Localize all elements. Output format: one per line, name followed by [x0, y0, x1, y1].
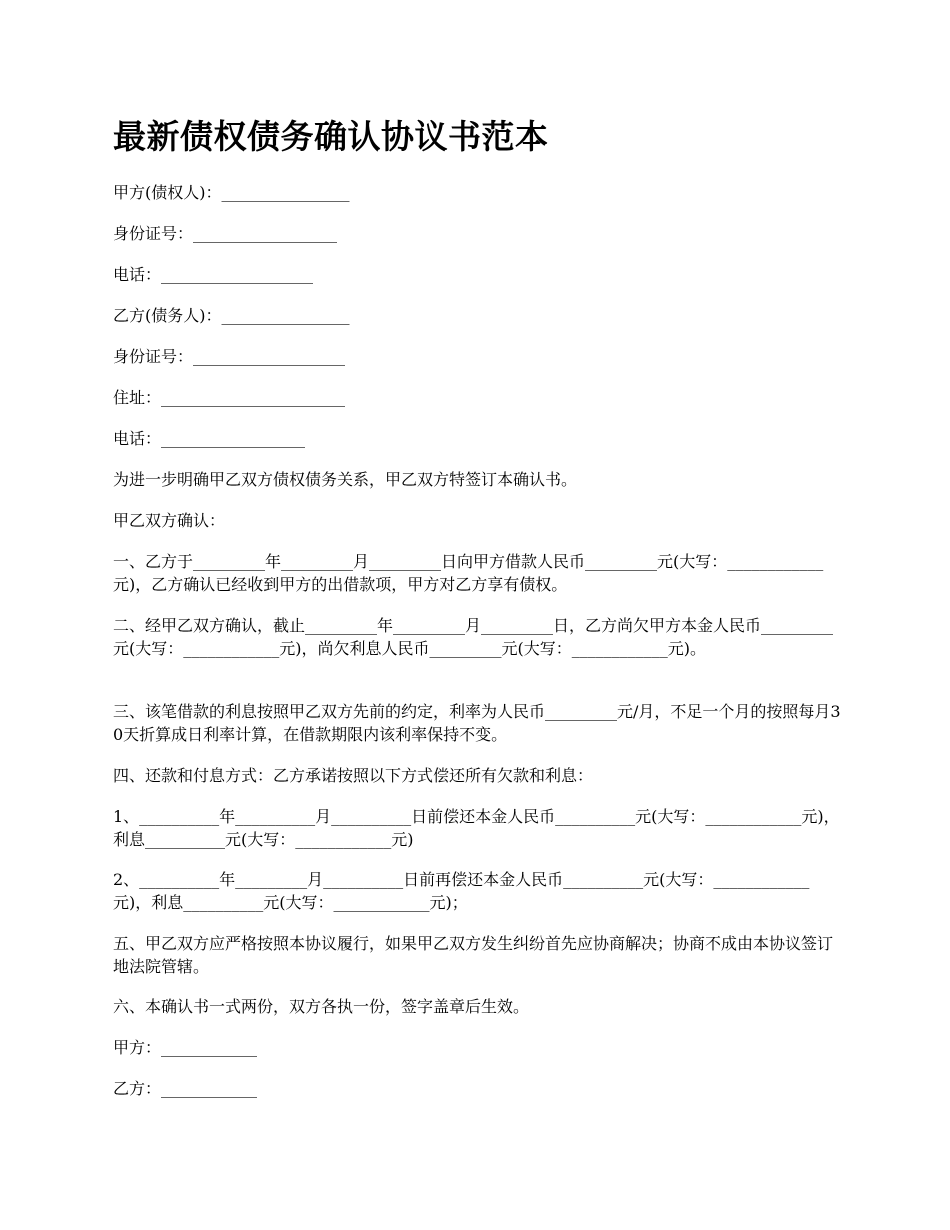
- party-b-phone-line: 电话：__________________: [113, 429, 306, 448]
- clause-4: 四、还款和付息方式：乙方承诺按照以下方式偿还所有欠款和利息：: [113, 766, 594, 785]
- intro-paragraph: 为进一步明确甲乙双方债权债务关系，甲乙双方特签订本确认书。: [113, 470, 578, 489]
- clause-3: 三、该笔借款的利息按照甲乙双方先前的约定，利率为人民币_________元/月，不足一个月的按照每月30天折算成日利率计算，在借款期限内该利率保持不变。: [113, 702, 841, 744]
- party-b-address-line: 住址：_______________________: [113, 388, 346, 407]
- confirm-heading: 甲乙双方确认：: [113, 511, 226, 530]
- signature-party-a: 甲方：____________: [113, 1038, 258, 1057]
- party-a-id-line: 身份证号：__________________: [113, 224, 338, 243]
- party-a-name-line: 甲方(债权人)：________________: [113, 183, 350, 202]
- document-title: 最新债权债务确认协议书范本: [113, 117, 549, 156]
- clause-5: 五、甲乙双方应严格按照本协议履行，如果甲乙双方发生纠纷首先应协商解决；协商不成由本协议签订地法院管辖。: [113, 934, 834, 976]
- party-b-name-line: 乙方(债务人)：________________: [113, 306, 350, 325]
- clause-6: 六、本确认书一式两份，双方各执一份，签字盖章后生效。: [113, 997, 530, 1016]
- clause-4-item-2: 2、__________年_________月__________日前再偿还本金人民币__________元(大写：____________元)，利息__________元(大写：____________元)；: [113, 870, 810, 912]
- party-b-id-line: 身份证号：___________________: [113, 347, 346, 366]
- signature-party-b: 乙方：____________: [113, 1079, 258, 1098]
- clause-4-item-1: 1、__________年__________月__________日前偿还本金人民币__________元(大写：____________元)，利息__________元(大写：____________元): [113, 807, 840, 849]
- clause-1: 一、乙方于_________年_________月_________日向甲方借款人民币_________元(大写：____________元)，乙方确认已经收到甲方的出借款项，甲方对乙方享有债权。: [113, 552, 824, 594]
- party-a-phone-line: 电话：___________________: [113, 265, 314, 284]
- clause-2: 二、经甲乙双方确认，截止_________年_________月_________日，乙方尚欠甲方本金人民币_________元(大写：____________元)，尚欠利息人民币_________元(大写：____________元)。: [113, 616, 834, 658]
